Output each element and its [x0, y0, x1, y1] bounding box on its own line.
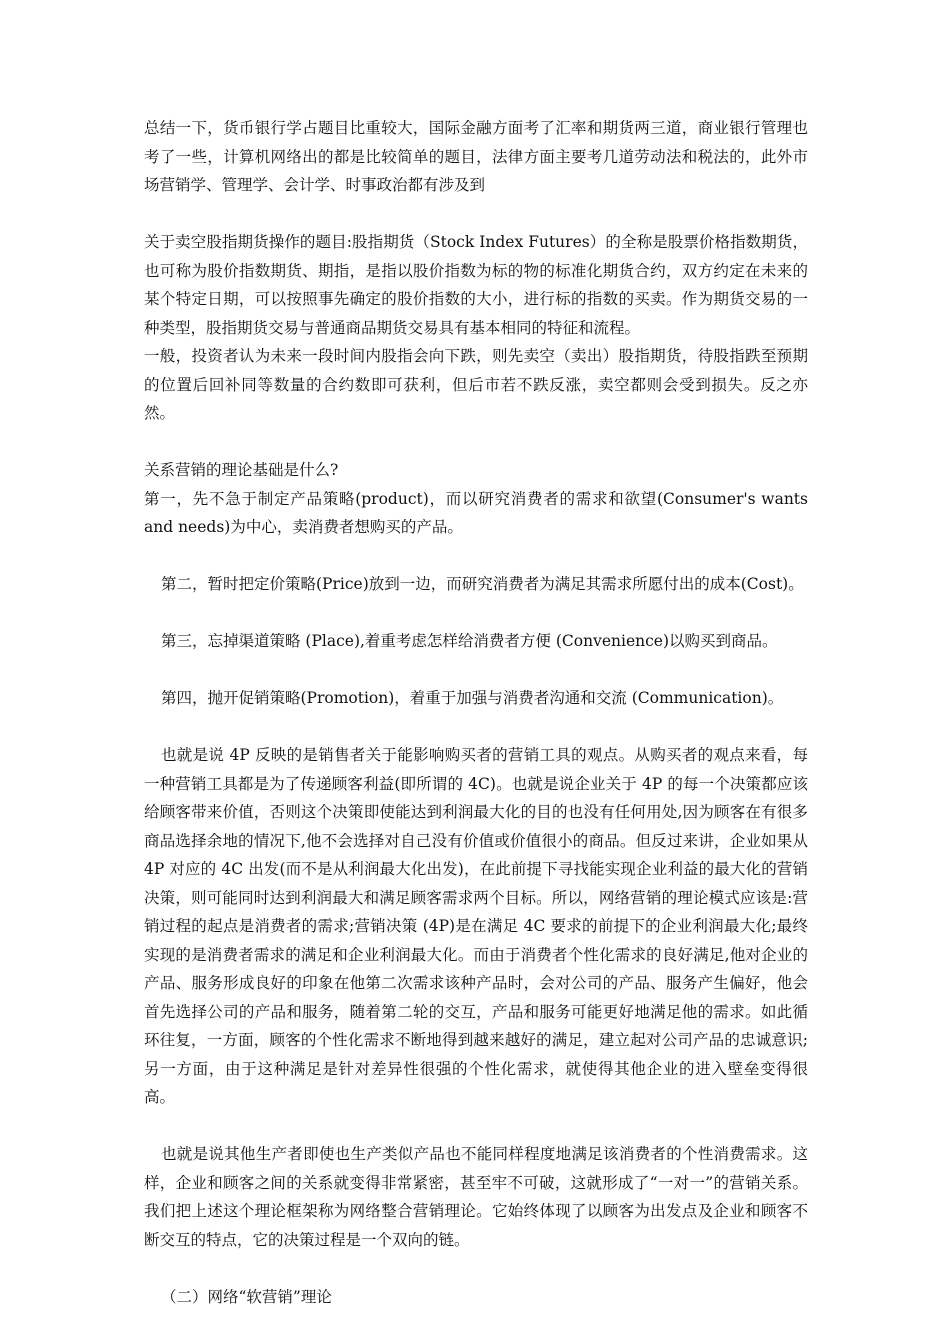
section-heading-soft-marketing: （二）网络“软营销”理论	[161, 1287, 332, 1306]
paragraph-stock-index-futures: 关于卖空股指期货操作的题目:股指期货（Stock Index Futures）的全称是股票价格指数期货，也可称为股价指数期货、期指，是指以股价指数为标的物的标准化期货合约，双方约定在未来的某个特定日期，可以按照事先确定的股价指数的大小，进行标的指数的买卖。作为期货交易的一种类型，股指期货交易与普通商品期货交易具有基本相同的特征和流程。	[144, 233, 808, 337]
paragraph-fourth-point: 第四，抛开促销策略(Promotion)，着重于加强与消费者沟通和交流 (Communication)。	[161, 689, 784, 707]
paragraph-gap	[144, 599, 808, 628]
paragraph-gap	[144, 428, 808, 457]
paragraph-gap	[144, 1112, 808, 1141]
paragraph-second-point: 第二，暂时把定价策略(Price)放到一边，而研究消费者为满足其需求所愿付出的成本(Cost)。	[161, 575, 804, 593]
paragraph-exam-summary: 总结一下，货币银行学占题目比重较大，国际金融方面考了汇率和期货两三道，商业银行管理也考了一些，计算机网络出的都是比较简单的题目，法律方面主要考几道劳动法和税法的，此外市场营销学、管理学、会计学、时事政治都有涉及到	[144, 119, 808, 194]
paragraph-one-to-one-marketing: 也就是说其他生产者即使也生产类似产品也不能同样程度地满足该消费者的个性消费需求。这样，企业和顾客之间的关系就变得非常紧密，甚至牢不可破，这就形成了“一对一”的营销关系。我们把上述这个理论框架称为网络整合营销理论。它始终体现了以顾客为出发点及企业和顾客不断交互的特点，它的决策过程是一个双向的链。	[144, 1145, 808, 1249]
paragraph-gap	[144, 200, 808, 229]
paragraph-gap	[144, 713, 808, 742]
paragraph-short-selling: 一般，投资者认为未来一段时间内股指会向下跌，则先卖空（卖出）股指期货，待股指跌至预期的位置后回补同等数量的合约数即可获利，但后市若不跌反涨，卖空都则会受到损失。反之亦然。	[144, 347, 808, 422]
document-body	[144, 114, 808, 1311]
paragraph-gap	[144, 1254, 808, 1283]
paragraph-gap	[144, 656, 808, 685]
paragraph-first-point: 第一，先不急于制定产品策略(product)，而以研究消费者的需求和欲望(Consumer's wants and needs)为中心，卖消费者想购买的产品。	[144, 489, 808, 536]
paragraph-gap	[144, 542, 808, 571]
paragraph-4p-4c-explanation: 也就是说 4P 反映的是销售者关于能影响购买者的营销工具的观点。从购买者的观点来看，每一种营销工具都是为了传递顾客利益(即所谓的 4C)。也就是说企业关于 4P 的每一个决策都应该给顾客带来价值，否则这个决策即使能达到利润最大化的目的也没有任何用处,因为顾客在有很多商品选择余地的情况下,他不会选择对自己没有价值或价值很小的商品。但反过来讲，企业如果从 4P 对应的 4C 出发(而不是从利润最大化出发)，在此前提下寻找能实现企业利益的最大化的营销决策，则可能同时达到利润最大和满足顾客需求两个目标。所以，网络营销的理论模式应该是:营销过程的起点是消费者的需求;营销决策 (4P)是在满足 4C 要求的前提下的企业利润最大化;最终实现的是消费者需求的满足和企业利润最大化。而由于消费者个性化需求的良好满足,他对企业的产品、服务形成良好的印象在他第二次需求该种产品时，会对公司的产品、服务产生偏好，他会首先选择公司的产品和服务，随着第二轮的交互，产品和服务可能更好地满足他的需求。如此循环往复，一方面，顾客的个性化需求不断地得到越来越好的满足，建立起对公司产品的忠诚意识;另一方面，由于这种满足是针对差异性很强的个性化需求，就使得其他企业的进入壁垒变得很高。	[144, 746, 808, 1106]
paragraph-third-point: 第三，忘掉渠道策略 (Place),着重考虑怎样给消费者方便 (Convenience)以购买到商品。	[161, 632, 778, 650]
paragraph-relationship-marketing-question: 关系营销的理论基础是什么?	[144, 461, 339, 479]
